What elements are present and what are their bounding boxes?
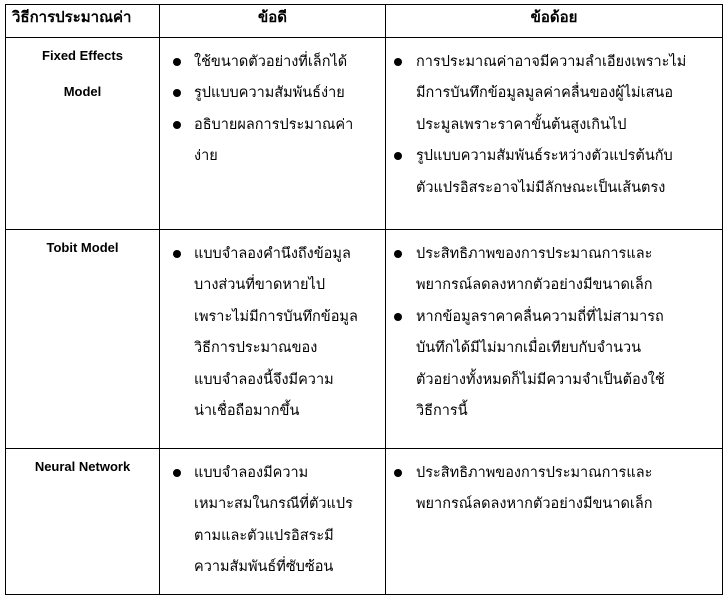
cons-item-text: การประมาณค่าอาจมีความลำเอียงเพราะไม่ — [416, 54, 687, 70]
pros-item-text: แบบจำลองมีความ — [194, 465, 309, 481]
pros-item-text: เพราะไม่มีการบันทึกข้อมูล — [194, 308, 358, 325]
pros-cell — [160, 449, 386, 595]
bullet-icon — [173, 58, 181, 66]
model-name-line: Model — [63, 84, 102, 99]
header-cons: ข้อด้อย — [386, 5, 723, 38]
table-body — [6, 38, 723, 595]
comparison-table — [5, 4, 723, 595]
cons-item-text: พยากรณ์ลดลงหากตัวอย่างมีขนาดเล็ก — [416, 496, 653, 513]
bullet-icon — [173, 469, 181, 477]
bullet-icon — [394, 250, 402, 258]
cons-item-text: ตัวอย่างทั้งหมดก็ไม่มีความจำเป็นต้องใช้ — [416, 371, 665, 388]
cons-item-text: พยากรณ์ลดลงหากตัวอย่างมีขนาดเล็ก — [416, 277, 653, 294]
pros-item-line — [160, 552, 381, 583]
model-name-cell — [6, 449, 160, 595]
pros-item-line — [160, 489, 381, 520]
pros-item-line — [160, 78, 381, 109]
cons-item-line — [386, 365, 716, 396]
pros-item-text: วิธีการประมาณของ — [194, 340, 318, 357]
cons-item-text: ตัวแปรอิสระอาจไม่มีลักษณะเป็นเส้นตรง — [416, 179, 666, 196]
pros-list — [160, 449, 385, 584]
cons-item-line — [386, 270, 716, 301]
cons-item-line — [386, 239, 716, 270]
pros-item-text: ง่าย — [194, 148, 218, 165]
cons-item-line — [386, 141, 716, 172]
cons-item-line — [386, 333, 716, 364]
bullet-icon — [394, 469, 402, 477]
cons-list — [386, 449, 722, 521]
cons-item-text: หากข้อมูลราคาคลื่นความถี่ที่ไม่สามารถ — [416, 308, 664, 325]
pros-item-text: อธิบายผลการประมาณค่า — [194, 116, 354, 133]
cons-item-line — [386, 396, 716, 427]
cons-item-text: รูปแบบความสัมพันธ์ระหว่างตัวแปรต้นกับ — [416, 148, 673, 165]
pros-item-line — [160, 333, 381, 364]
pros-item-line — [160, 110, 381, 141]
table-row — [6, 230, 723, 449]
model-name-line: Tobit Model — [46, 240, 119, 255]
bullet-icon — [173, 250, 181, 258]
pros-item-line — [160, 365, 381, 396]
table-row — [6, 449, 723, 595]
model-name-line: Neural Network — [34, 459, 131, 474]
cons-cell — [386, 230, 723, 449]
header-pros: ข้อดี — [160, 5, 386, 38]
pros-item-text: แบบจำลองนี้จึงมีความ — [194, 371, 334, 388]
pros-item-line — [160, 396, 381, 427]
bullet-icon — [394, 152, 402, 160]
bullet-icon — [394, 313, 402, 321]
pros-item-line — [160, 141, 381, 172]
cons-list — [386, 38, 722, 204]
cons-cell — [386, 38, 723, 230]
cons-item-text: มีการบันทึกข้อมูลมูลค่าคลื่นของผู้ไม่เสนอ — [416, 85, 674, 102]
model-name-cell — [6, 230, 160, 449]
header-row — [6, 5, 723, 38]
pros-item-line — [160, 270, 381, 301]
cons-item-text: ประมูลเพราะราคาขั้นต้นสูงเกินไป — [416, 116, 627, 133]
cons-item-text: ประสิทธิภาพของการประมาณการและ — [416, 465, 653, 481]
model-name-cell — [6, 38, 160, 230]
cons-item-line — [386, 78, 716, 109]
cons-item-text: วิธีการนี้ — [416, 403, 468, 420]
cons-item-line — [386, 489, 716, 520]
pros-item-text: แบบจำลองคำนึงถึงข้อมูล — [194, 246, 351, 262]
bullet-icon — [173, 89, 181, 97]
model-name-line: Fixed Effects — [42, 48, 123, 63]
pros-item-text: น่าเชื่อถือมากขึ้น — [194, 403, 300, 420]
pros-cell — [160, 230, 386, 449]
pros-item-text: ความสัมพันธ์ที่ซับซ้อน — [194, 559, 334, 576]
header-method: วิธีการประมาณค่า — [6, 5, 160, 38]
pros-item-line — [160, 302, 381, 333]
table-row — [6, 38, 723, 230]
pros-list — [160, 230, 385, 427]
pros-list — [160, 38, 385, 173]
pros-item-line — [160, 239, 381, 270]
pros-item-line — [160, 521, 381, 552]
cons-cell — [386, 449, 723, 595]
pros-item-text: รูปแบบความสัมพันธ์ง่าย — [194, 85, 345, 102]
pros-item-text: เหมาะสมในกรณีที่ตัวแปร — [194, 496, 353, 513]
pros-item-line — [160, 47, 381, 78]
cons-item-line — [386, 302, 716, 333]
bullet-icon — [173, 121, 181, 129]
pros-item-text: ใช้ขนาดตัวอย่างที่เล็กได้ — [194, 54, 348, 70]
cons-item-line — [386, 110, 716, 141]
pros-item-text: บางส่วนที่ขาดหายไป — [194, 277, 326, 294]
pros-cell — [160, 38, 386, 230]
cons-item-text: บันทึกได้มีไม่มากเมื่อเทียบกับจำนวน — [416, 340, 642, 357]
pros-item-text: ตามและตัวแปรอิสระมี — [194, 527, 334, 544]
cons-item-line — [386, 458, 716, 489]
pros-item-line — [160, 458, 381, 489]
cons-list — [386, 230, 722, 427]
cons-item-line — [386, 173, 716, 204]
bullet-icon — [394, 58, 402, 66]
cons-item-text: ประสิทธิภาพของการประมาณการและ — [416, 246, 653, 262]
cons-item-line — [386, 47, 716, 78]
